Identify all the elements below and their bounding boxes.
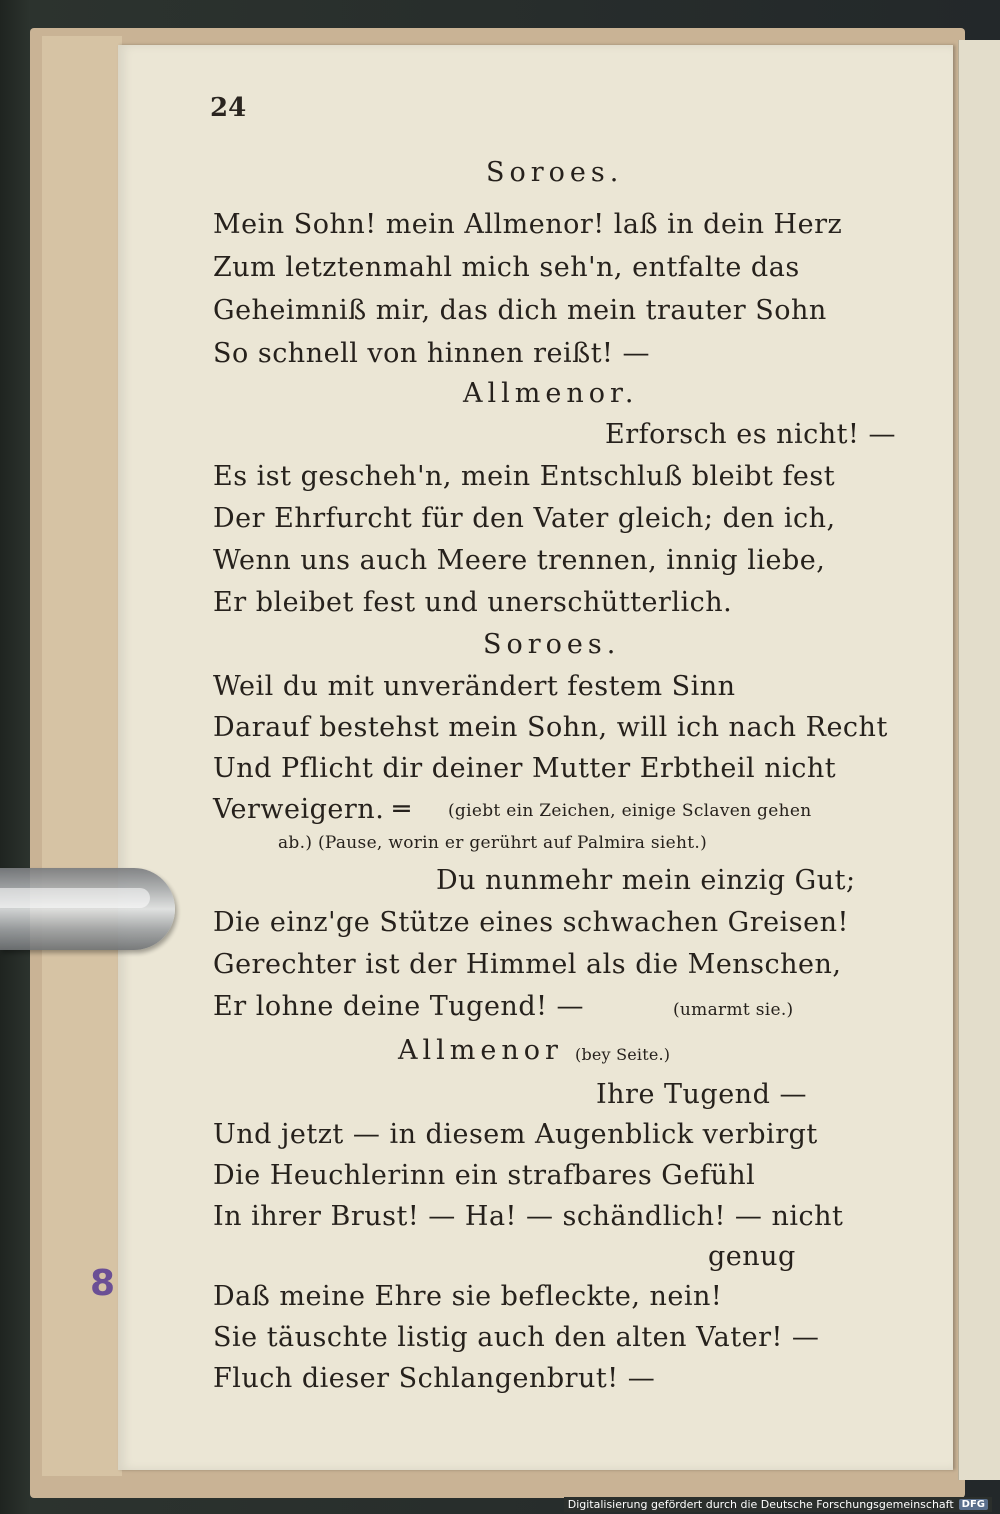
verse-line: Es ist gescheh'n, mein Entschluß bleibt fest	[213, 461, 836, 492]
stage-direction: (umarmt sie.)	[673, 1000, 794, 1020]
verse-line: Der Ehrfurcht für den Vater gleich; den ich,	[213, 503, 836, 534]
page-clip	[0, 868, 175, 950]
verse-line: Und jetzt — in diesem Augenblick verbirgt	[213, 1119, 818, 1150]
verse-line: Sie täuschte listig auch den alten Vater! —	[213, 1322, 820, 1353]
verse-line: Geheimniß mir, das dich mein trauter Sohn	[213, 295, 827, 326]
credit-text: Digitalisierung gefördert durch die Deutsche Forschungsgemeinschaft	[567, 1498, 954, 1511]
verse-line: Daß meine Ehre sie befleckte, nein!	[213, 1281, 723, 1312]
speaker-label: Allmenor.	[463, 378, 639, 409]
book-page	[118, 45, 953, 1470]
tab-mark: 8	[90, 1263, 116, 1304]
book-cover-inner	[42, 36, 122, 1476]
page-clip-highlight	[0, 888, 150, 908]
verse-line: So schnell von hinnen reißt! —	[213, 338, 650, 369]
verse-line: Ihre Tugend —	[596, 1079, 807, 1110]
verse-line: Er bleibet fest und unerschütterlich.	[213, 587, 733, 618]
digitization-credit	[564, 1497, 992, 1512]
dfg-logo: DFG	[959, 1499, 988, 1510]
verse-line: Die einz'ge Stütze eines schwachen Greisen!	[213, 907, 849, 938]
verse-line: Darauf bestehst mein Sohn, will ich nach Recht	[213, 712, 888, 743]
stage-direction: (giebt ein Zeichen, einige Sclaven gehen	[448, 801, 812, 821]
verse-line: Wenn uns auch Meere trennen, innig liebe,	[213, 545, 826, 576]
verse-line: Mein Sohn! mein Allmenor! laß in dein Herz	[213, 209, 843, 240]
verse-line: Er lohne deine Tugend! —	[213, 991, 585, 1022]
stage-direction: (bey Seite.)	[575, 1045, 671, 1064]
verse-line: Verweigern. ═	[213, 794, 411, 825]
speaker-label: Soroes.	[486, 157, 624, 188]
page-number: 24	[210, 93, 247, 123]
stage-direction: ab.) (Pause, worin er gerührt auf Palmira sieht.)	[278, 833, 708, 853]
verse-line: In ihrer Brust! — Ha! — schändlich! — nicht	[213, 1201, 844, 1232]
verse-line: Die Heuchlerinn ein strafbares Gefühl	[213, 1160, 756, 1191]
verse-line: Zum letztenmahl mich seh'n, entfalte das	[213, 252, 800, 283]
verse-line: Gerechter ist der Himmel als die Menschen,	[213, 949, 842, 980]
verse-line: Erforsch es nicht! —	[605, 419, 896, 450]
facing-page-edge	[958, 40, 1000, 1480]
verse-line: Du nunmehr mein einzig Gut;	[436, 865, 856, 896]
verse-line: genug	[708, 1241, 796, 1272]
verse-line: Und Pflicht dir deiner Mutter Erbtheil nicht	[213, 753, 837, 784]
speaker-label: Allmenor	[398, 1035, 563, 1066]
verse-line: Weil du mit unverändert festem Sinn	[213, 671, 736, 702]
speaker-label: Soroes.	[483, 629, 621, 660]
verse-line: Fluch dieser Schlangenbrut! —	[213, 1363, 656, 1394]
page-text	[118, 45, 953, 1470]
